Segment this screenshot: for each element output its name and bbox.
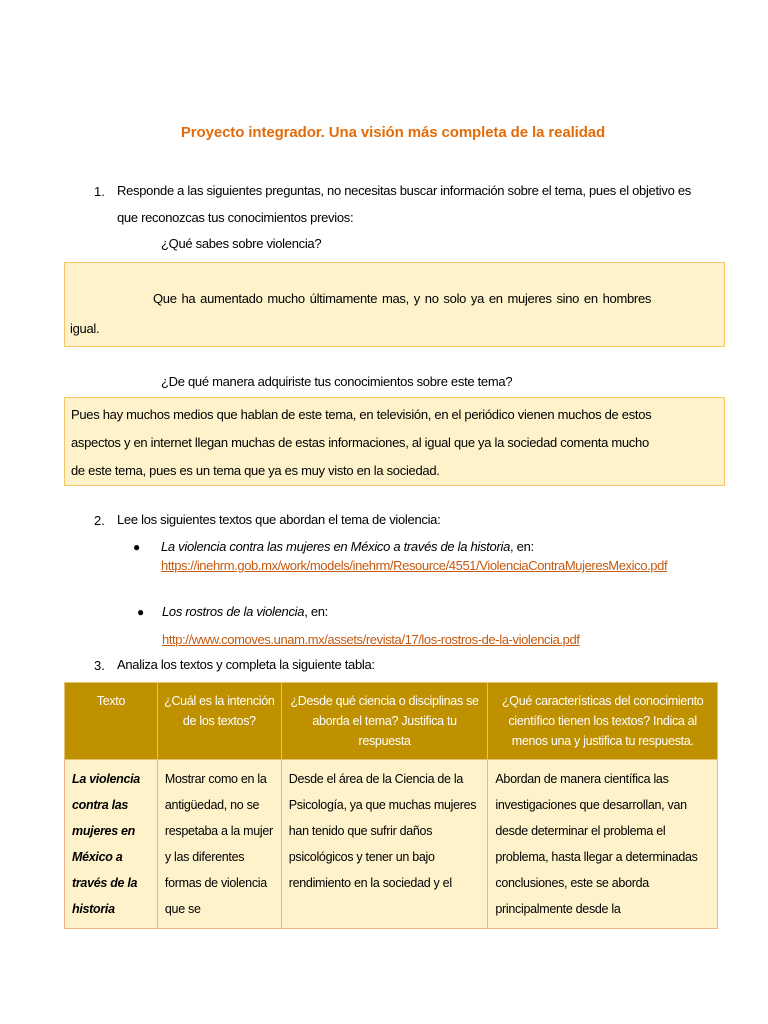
q1-number: 1.: [94, 184, 105, 199]
answer-box-a[interactable]: [64, 262, 725, 347]
answer-b-line3: de este tema, pues es un tema que ya es muy visto en la sociedad.: [71, 463, 440, 478]
header-caracteristicas: ¿Qué características del conocimiento científico tienen los textos? Indica al menos una y justifica tu respuesta.: [488, 683, 718, 760]
q1-text-line1: Responde a las siguientes preguntas, no necesitas buscar información sobre el tema, pues el objetivo es: [117, 183, 691, 198]
document-title: Proyecto integrador. Una visión más completa de la realidad: [180, 124, 606, 141]
answer-b-line1: Pues hay muchos medios que hablan de este tema, en televisión, en el periódico vienen muchos de estos: [71, 407, 652, 422]
q2-item-2-suffix: , en:: [304, 604, 328, 619]
cell-texto[interactable]: La violencia contra las mujeres en México a través de la historia: [65, 760, 158, 929]
bullet-icon: ●: [133, 540, 141, 554]
q3-number: 3.: [94, 658, 105, 673]
q3-text: Analiza los textos y completa la siguiente tabla:: [117, 657, 375, 672]
q2-item-1-link[interactable]: https://inehrm.gob.mx/work/models/inehrm/Resource/4551/ViolenciaContraMujeresMexico.pdf: [161, 558, 668, 573]
cell-ciencia[interactable]: Desde el área de la Ciencia de la Psicología, ya que muchas mujeres han tenido que sufrir daños psicológicos y tener un bajo rendimiento en la sociedad y el: [281, 760, 488, 929]
q1-question-b: ¿De qué manera adquiriste tus conocimientos sobre este tema?: [161, 374, 513, 389]
q2-item-1-suffix: , en:: [510, 539, 534, 554]
q2-item-1-title: La violencia contra las mujeres en México a través de la historia: [161, 539, 511, 554]
q1-text-line2: que reconozcas tus conocimientos previos:: [117, 210, 354, 225]
q2-item-1: [161, 534, 534, 560]
header-ciencia: ¿Desde qué ciencia o disciplinas se aborda el tema? Justifica tu respuesta: [281, 683, 488, 760]
analysis-table: [64, 682, 718, 929]
q1-question-a: ¿Qué sabes sobre violencia?: [161, 236, 322, 251]
header-intencion: ¿Cuál es la intención de los textos?: [157, 683, 281, 760]
bullet-icon: ●: [137, 605, 145, 619]
cell-intencion[interactable]: Mostrar como en la antigüedad, no se respetaba a la mujer y las diferentes formas de violencia que se: [157, 760, 281, 929]
table-row: [65, 760, 718, 929]
answer-box-b[interactable]: [64, 397, 725, 486]
q2-number: 2.: [94, 513, 105, 528]
cell-caracteristicas[interactable]: Abordan de manera científica las investigaciones que desarrollan, van desde determinar el problema el problema, hasta llegar a determinadas conclusiones, este se aborda principalmente desde la: [488, 760, 718, 929]
q2-item-2-title: Los rostros de la violencia: [162, 604, 305, 619]
answer-a-line1: Que ha aumentado mucho últimamente mas, y no solo ya en mujeres sino en hombres: [153, 291, 652, 306]
q2-text: Lee los siguientes textos que abordan el tema de violencia:: [117, 512, 441, 527]
answer-b-line2: aspectos y en internet llegan muchas de estas informaciones, al igual que ya la sociedad comenta mucho: [71, 435, 649, 450]
q2-item-2: [162, 599, 328, 625]
q2-item-2-link[interactable]: http://www.comoves.unam.mx/assets/revista/17/los-rostros-de-la-violencia.pdf: [162, 632, 580, 647]
answer-a-line2: igual.: [70, 321, 100, 336]
header-texto: Texto: [65, 683, 158, 760]
table-header-row: [65, 683, 718, 760]
